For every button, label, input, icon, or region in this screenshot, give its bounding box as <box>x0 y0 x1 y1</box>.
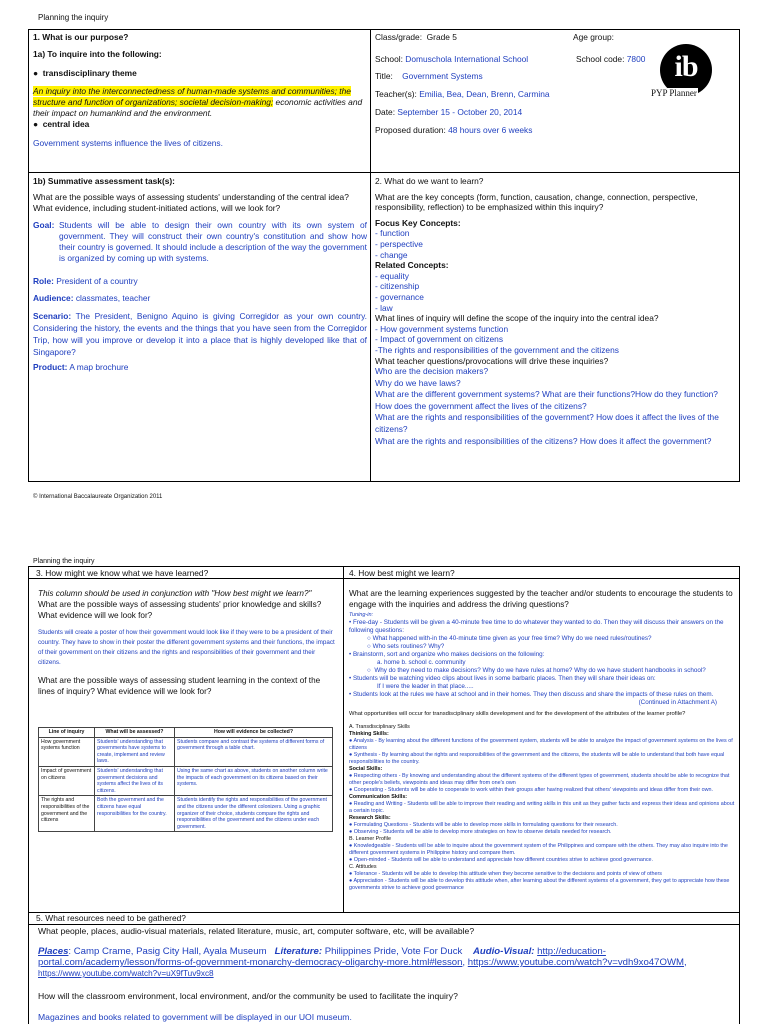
page-header: Planning the inquiry <box>38 13 109 22</box>
goal: Goal: Students will be able to design their own country with its own system of government. They will construct their own country's constitution and show how their country is governed. It should include a description of the way the government is organized by coming up with systems. <box>33 220 367 263</box>
video-prompt: If I were the leader in that place..... <box>377 683 474 690</box>
free-day-questions <box>349 635 735 651</box>
brainstorm-options: a. home b. school c. community <box>377 659 466 666</box>
table-row <box>39 766 333 795</box>
related-concept-item: - equality <box>375 270 409 281</box>
lines-of-inquiry-list <box>375 324 735 356</box>
prior-knowledge-answer: Students will create a poster of how their government would look like if they were to be a president of their country. They have to show in their poster the different government systems and their functions, the impact of their government on their citizens and the rights and responsibilities of their government and their citizens. <box>38 629 335 666</box>
brainstorm-question: ○ Why do they need to make decisions? Why do we have rules at home? Why do we have student handbooks in school? <box>367 667 706 674</box>
social-skill-item: ● Respecting others - By knowing and understanding about the different systems of the different types of government, students should be able to recognize that other people's beliefs, viewpoints and ideas may differ from one's own <box>349 773 730 786</box>
focus-concept-item: - perspective <box>375 238 423 249</box>
audio-visual-label: Audio-Visual: <box>472 946 535 957</box>
table-row <box>39 737 333 766</box>
section-3-note: This column should be used in conjunction with "How best might we learn?" <box>38 589 312 598</box>
central-idea-text: Government systems influence the lives of citizens. <box>33 138 223 148</box>
literature-label: Literature: <box>274 946 323 957</box>
attitude-item: ● Appreciation - Students will be able to develop this attitude when, after learning about the different systems of a government, they get to appreciate how these governments strive to achieve good governance <box>349 878 730 891</box>
related-concept-item: - governance <box>375 291 424 302</box>
table-cell: Students identify the rights and responsibilities of the government and the citizens under the different colonizers. Using a graphic organizer of their choice, students compare the rights and responsibilities of the government and the citizens under each government. <box>175 796 333 832</box>
section-3-title: 3. How might we know what we have learned? <box>36 568 209 578</box>
section-4-activities <box>349 611 735 707</box>
teacher-question-item: What are the rights and responsibilities of the government? How does it affect the lives of the citizens? <box>375 412 719 435</box>
free-day-question: ○ What happened with-in the 40-minute time given as your free time? Why do we need rules/routines? <box>367 635 652 642</box>
focus-concept-item: - function <box>375 228 410 239</box>
environment-question: How will the classroom environment, local environment, and/or the community be used to facilitate the inquiry? <box>38 991 458 1001</box>
table-cell: Students compare and contrast the systems of different forms of government through a table chart. <box>175 737 333 766</box>
related-concepts-label: Related Concepts: <box>375 260 449 271</box>
section-1-title: 1. What is our purpose? <box>33 32 129 42</box>
learner-profile-list <box>349 843 735 864</box>
teacher-question-item: What are the different government systems? What are their functions?How do they function? <box>375 389 718 400</box>
school-name: School: Domuschola International School <box>375 54 529 64</box>
ib-logo: ib <box>660 44 712 96</box>
scenario: Scenario: The President, Benigno Aquino is giving Corregidor as your own country. Considering the history, the events and the things that you have seen from the Corregidor Trip, how will you improve or develop it into a place that is highly developed like that of Singapore? <box>33 311 367 357</box>
tuning-in-label: Tuning-in: <box>349 612 374 618</box>
research-skills-list <box>349 822 735 836</box>
places-text: : Camp Crame, Pasig City Hall, Ayala Museum <box>68 946 267 957</box>
section-4 <box>349 588 735 892</box>
focus-concept-item: - change <box>375 249 408 260</box>
table-cell: Students' understanding that governments have systems to create, implement and review laws. <box>95 737 175 766</box>
prior-knowledge-question: What are the possible ways of assessing students' prior knowledge and skills? What evidence will we look for? <box>38 600 322 620</box>
research-skill-item: ● Observing - Students will be able to develop more strategies on how to observe details needed for research. <box>349 829 612 835</box>
teachers: Teacher(s): Emilia, Bea, Dean, Brenn, Carmina <box>375 89 550 99</box>
line-of-inquiry-item: -The rights and responsibilities of the government and the citizens <box>375 344 619 355</box>
rules-activity: • Students look at the rules we have at school and in their homes. They then discuss and share the impacts of these rules on them. <box>349 691 714 698</box>
communication-skills-label: Communication Skills: <box>349 794 408 800</box>
audience: Audience: classmates, teacher <box>33 293 151 303</box>
communication-skill-item: ● Reading and Writing - Students will be able to improve their reading and writing skills in this unit as they gather facts and express their ideas and opinions about a certain topic. <box>349 801 735 814</box>
social-skills-list <box>349 773 735 794</box>
page-header-2: Planning the inquiry <box>33 558 95 565</box>
line-of-inquiry-item: - How government systems function <box>375 323 509 334</box>
table-header: What will be assessed? <box>95 728 175 738</box>
related-concepts-list <box>375 271 735 313</box>
teacher-questions-list <box>375 366 735 447</box>
related-concept-item: - law <box>375 302 393 313</box>
line-of-inquiry-item: - Impact of government on citizens <box>375 334 504 345</box>
social-skill-item: ● Cooperating - Students will be able to cooperate to work within their groups after having realized that others' viewpoints and ideas differ from their own. <box>349 787 714 793</box>
teacher-question-item: Why do we have laws? <box>375 377 461 388</box>
section-5-title: 5. What resources need to be gathered? <box>36 913 186 923</box>
learning-assessment-question: What are the possible ways of assessing student learning in the context of the lines of inquiry? What evidence will we look for? <box>38 676 321 696</box>
resource-link-1[interactable]: http://education-portal.com/academy/lesson/forms-of-government-monarchy-democracy-oligarchy-more.html#lesson <box>38 946 606 968</box>
section-1b <box>33 176 367 373</box>
attitude-item: ● Tolerance - Students will be able to develop this attitude when they become sensitive to the decisions and points of view of others <box>349 871 663 877</box>
section-2 <box>375 176 735 447</box>
free-day-question: ○ Who sets routines? Why? <box>367 643 445 650</box>
teacher-question-item: Who are the decision makers? <box>375 366 489 377</box>
resources-list: Places: Camp Crame, Pasig City Hall, Ayala Museum Literature: Philippines Pride, Vote For Duck Audio-Visual: http://education-portal.com/academy/lesson/forms-of-government-monarchy-democracy-oligarchy-more.html#lesson, https://www.youtube.com/watch?v=vdh9xo47OWM, https://www.youtube.com/watch?v=uX9fTuv9xc8 <box>38 946 687 978</box>
section-1b-title: 1b) Summative assessment task(s): <box>33 176 175 186</box>
section-3 <box>38 588 338 697</box>
learner-profile-item: ● Open-minded - Students will be able to understand and appreciate how different countries strive to achieve good governance. <box>349 857 654 863</box>
role: Role: President of a country <box>33 276 138 286</box>
learner-profile-item: ● Knowledgeable - Students will be able to inquire about the government system of the Philippines and compare with the others. They may also inquire into the different government systems in Philippine history and compare them. <box>349 843 728 856</box>
thinking-skill-item: ● Analysis - By learning about the different functions of the government system, students will be able to analyze the impact of government systems on the lives of citizens <box>349 738 733 751</box>
divider-v1 <box>370 29 371 482</box>
free-day-activity: • Free-day - Students will be given a 40-minute free time to do whatever they wanted to do. Then they will discuss their answers on the following questions: <box>349 619 724 634</box>
table-cell: Students' understanding that government decisions and systems affect the lives of its citizens. <box>95 766 175 795</box>
teacher-question-item: How does the government affect the lives of the citizens? <box>375 400 587 411</box>
thinking-skill-item: ● Synthesis - By learning about the rights and responsibilities of the government and the citizens, the students will be able to understand that both have equal responsibilities to the country. <box>349 752 725 765</box>
table-cell: Impact of government on citizens <box>39 766 95 795</box>
section-4-question: What are the learning experiences suggested by the teacher and/or students to encourage the students to engage with the inquiries and address the driving questions? <box>349 589 733 609</box>
divider-h2 <box>28 578 740 579</box>
divider-h4 <box>28 924 740 925</box>
school-code: School code: 7800 <box>576 54 646 64</box>
section-5-question: What people, places, audio-visual materials, related literature, music, art, computer software, etc, will be available? <box>38 926 475 936</box>
attitudes-label: C. Attitudes <box>349 864 377 870</box>
table-cell: How government systems function <box>39 737 95 766</box>
related-concept-item: - citizenship <box>375 281 420 292</box>
skills-heading: A. Transdisciplinary Skills <box>349 724 410 730</box>
copyright-footer: © International Baccalaureate Organization 2011 <box>33 494 163 500</box>
research-skill-item: ● Formulating Questions - Students will be able to develop more skills in formulating questions for their research. <box>349 822 618 828</box>
environment-answer: Magazines and books related to government will be displayed in our UOI museum. <box>38 1012 352 1022</box>
theme-text: An inquiry into the interconnectedness of human-made systems and communities; the structure and function of organizations; societal decision-making; economic activities and their impact on humankind and the environment. <box>33 86 363 118</box>
unit-date: Date: September 15 - October 20, 2014 <box>375 107 523 117</box>
thinking-skills-list <box>349 738 735 766</box>
age-group-label: Age group: <box>573 32 614 42</box>
proposed-duration: Proposed duration: 48 hours over 6 weeks <box>375 125 533 135</box>
places-label: Places <box>38 946 69 957</box>
section-2-question: What are the key concepts (form, function, causation, change, connection, perspective, responsibility, reflection) to be emphasized within this inquiry? <box>375 191 698 213</box>
product: Product: A map brochure <box>33 362 129 372</box>
learner-profile-label: B. Learner Profile <box>349 836 391 842</box>
table-cell: Both the government and the citizens have equal responsibilities for the country. <box>95 796 175 832</box>
section-4-title: 4. How best might we learn? <box>349 568 455 578</box>
lines-question: What lines of inquiry will define the scope of the inquiry into the central idea? <box>375 313 659 324</box>
table-cell: The rights and responsibilities of the government and the citizens <box>39 796 95 832</box>
table-header: How will evidence be collected? <box>175 728 333 738</box>
continued-note: (Continued in Attachment A) <box>638 699 717 706</box>
table-cell: Using the same chart as above, students on another column write the impacts of each government on its citizens based on their systems. <box>175 766 333 795</box>
unit-title: Title: Government Systems <box>375 71 483 81</box>
social-skills-label: Social Skills: <box>349 766 383 772</box>
communication-skills-list <box>349 801 735 815</box>
video-activity: • Students will be watching video clips about lives in some barbaric places. Then they will share their ideas on: <box>349 675 656 682</box>
section-1b-question: What are the possible ways of assessing students' understanding of the central idea? What evidence, including student-initiated actions, will we look for? <box>33 192 349 213</box>
attitudes-list <box>349 871 735 892</box>
opportunities-question: What opportunities will occur for transdisciplinary skills development and for the development of the attributes of the learner profile? <box>349 711 686 717</box>
table-row <box>39 796 333 832</box>
assessment-table <box>38 727 333 832</box>
focus-concepts-list <box>375 228 735 260</box>
literature-text: Philippines Pride, Vote For Duck <box>322 946 463 957</box>
central-idea-label: ● central idea <box>33 119 90 129</box>
research-skills-label: Research Skills: <box>349 815 391 821</box>
brainstorm-activity: • Brainstorm, sort and organize who makes decisions on the following: <box>349 651 545 658</box>
class-grade: Class/grade: Grade 5 <box>375 32 457 42</box>
pyp-planner-label: PYP Planner <box>651 88 697 98</box>
divider-h1 <box>28 172 740 173</box>
skills-section <box>349 724 735 892</box>
section-5 <box>38 926 733 1023</box>
teacher-question-item: What are the rights and responsibilities of the citizens? How does it affect the government? <box>375 435 712 446</box>
assessment-table-wrap <box>38 727 333 832</box>
table-header: Line of inquiry <box>39 728 95 738</box>
section-1a-title: 1a) To inquire into the following: <box>33 49 162 59</box>
divider-v2 <box>343 566 344 912</box>
section-1 <box>33 32 367 149</box>
resource-link-2[interactable]: https://www.youtube.com/watch?v=vdh9xo47OWM <box>467 957 684 968</box>
section-2-title: 2. What do we want to learn? <box>375 176 484 186</box>
transdisciplinary-label: ● transdisciplinary theme <box>33 68 137 78</box>
focus-concepts-label: Focus Key Concepts: <box>375 217 461 228</box>
resource-link-3[interactable]: https://www.youtube.com/watch?v=uX9fTuv9xc8 <box>38 969 214 978</box>
thinking-skills-label: Thinking Skills: <box>349 731 389 737</box>
teacher-questions-label: What teacher questions/provocations will drive these inquiries? <box>375 355 609 366</box>
